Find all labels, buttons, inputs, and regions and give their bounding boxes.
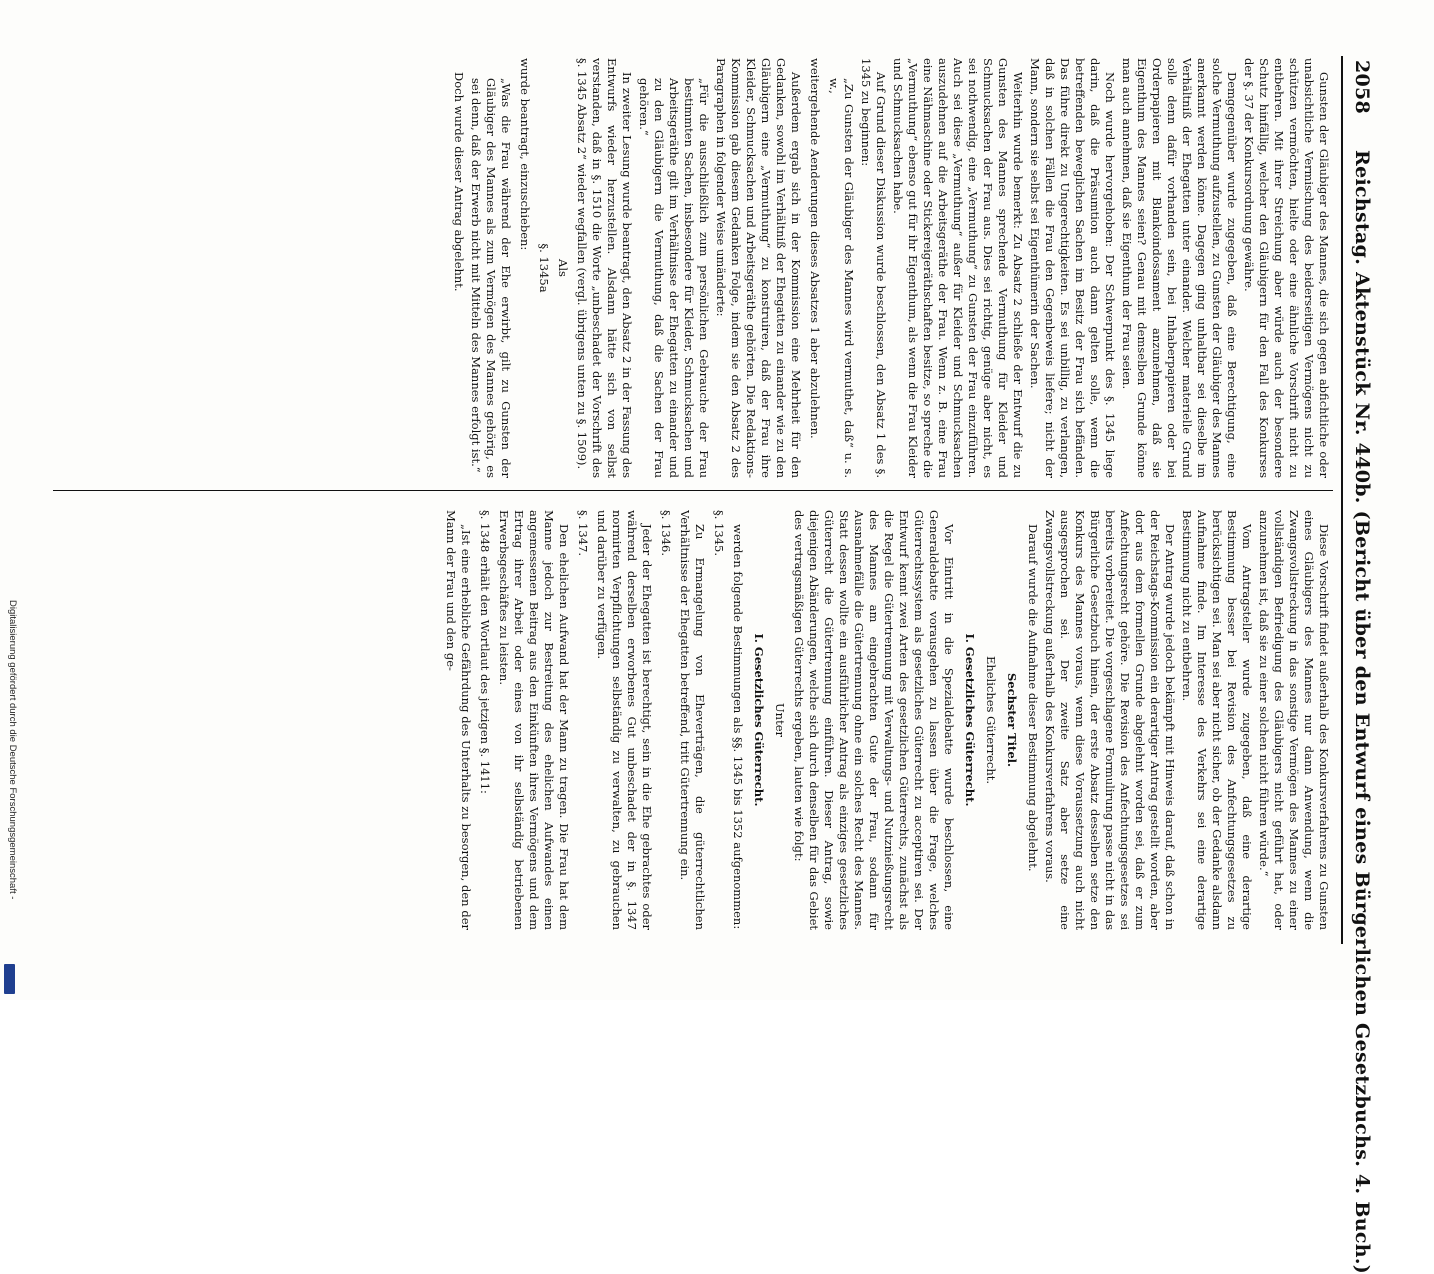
paragraph: „Ist eine erhebliche Gefährdung des Unterhalts zu besorgen, den der Mann der Frau und den ge- (444, 510, 473, 930)
paragraph: Weiterhin wurde bemerkt: Zu Absatz 2 schließe der Entwurf die zu Gunsten des Mannes sprechende Vermuthung für Kleider und Schmucksachen der Frau aus. Dies sei richtig, genüge aber nicht, es sei nothwendig, eine „Vermuthung“ zu Gunsten der Frau einzuführen. Auch sei diese „Vermuthung“ außer für Kleider und Schmucksachen auszudehnen auf die Arbeitsgeräthe der Frau. Wenn z. B. eine Frau eine Nähmaschine oder Stickereigeräthschaften besitze, so spreche die „Vermuthung“ ebenso gut für ihr Eigenthum, als wenn die Frau Kleider und Schmucksachen habe. (891, 58, 1025, 478)
digitization-credit (2, 600, 18, 1000)
credit-text: Digitalisierung gefördert durch die Deutsche Forschungsgemeinschaft - (7, 600, 18, 900)
paragraph: weitergehende Aenderungen dieses Absatzes 1 aber abzulehnen. (808, 58, 822, 439)
paragraph: Noch wurde hervorgehoben: Der Schwerpunkt des §. 1345 liege darin, daß die Präsumtion auch dann gelten solle, wenn die betreffenden beweglichen Sachen im Besitz der Frau sich befänden. Das führe direkt zu Ungerechtigkeiten. Es sei unbillig, zu verlangen, daß in solchen Fällen die Frau den Gegenbeweis liefere; nicht der Mann, sondern sie selbst sei Eigenthümerin der Sachen. (1028, 58, 1117, 478)
paragraph: Auf Grund dieser Diskussion wurde beschlossen, den Absatz 1 des §. 1345 zu beginnen: (859, 58, 888, 478)
header-rule (1341, 56, 1343, 944)
section-heading: Sechster Titel. (1005, 672, 1019, 768)
paragraph: Vom Antragsteller wurde zugegeben, daß eine derartige Bestimmung besser bei Revision des Anfechtungsgesetzes zu berücksichtigen sei. Man sei aber nicht sicher, ob der Gedanke alsdann Aufnahme finde. Im Interesse des Verkehrs sei eine derartige Bestimmung nicht zu entbehren. (1180, 510, 1254, 930)
header-title: Reichstag. Aktenstück Nr. 440b. (Bericht über den Entwurf eines Bürgerlichen Gesetzbuchs. 4. Buch.) (1351, 150, 1373, 1274)
paragraph: Zu Ermangelung von Eheverträgen, die güterrechtlichen Verhältnisse der Ehegatten betreffend, tritt Gütertrennung ein. (678, 510, 707, 930)
left-column (61, 58, 1331, 478)
paragraph: wurde beantragt, einzuschieben: (518, 58, 532, 251)
quote: „Was die Frau während der Ehe erwirbt, gilt zu Gunsten der Gläubiger des Mannes als zum Vermögen des Mannes gehörig, es sei denn, daß der Erwerb nicht mit Mitteln des Mannes erfolgt ist.“ (469, 78, 513, 478)
section-subheading: Eheliches Güterrecht. (984, 655, 998, 785)
paragraph: Als (556, 259, 570, 277)
section-number: §. 1346. (659, 510, 673, 556)
section-number: §. 1345. (712, 510, 726, 556)
paragraph: Vor Eintritt in die Spezialdebatte wurde beschlossen, eine Generaldebatte vorausgehen zu lassen über die Frage, welches Güterrechtssystem als gesetzliches Güterrecht zu acceptiren sei. Der Entwurf kennt zwei Arten des gesetzlichen Güterrechts, zunächst als die Regel die Gütertrennung mit Verwaltungs- und Nutznießungsrecht des Mannes am eingebrachten Gute der Frau, sodann für Ausnahmefälle die Gütertrennung ohne ein solches Recht des Mannes. Statt dessen wollte ein ausführlicher Antrag als einziges gesetzliches Güterrecht die Gütertrennung einführen. Dieser Antrag, sowie diejenigen Abänderungen, welche sich durch denselben für das Gebiet des vertragsmäßigen Güterrechts ergeben, lauten wie folgt: (792, 510, 956, 930)
quote: „Zu Gunsten der Gläubiger des Mannes wird vermuthet, daß“ u. s. w., (827, 78, 856, 478)
paragraph: Darauf wurde die Aufnahme dieser Bestimmung abgelehnt. (1026, 524, 1040, 872)
quote: „Für die ausschließlich zum persönlichen Gebrauche der Frau bestimmten Sachen, insbesondere für Kleider, Schmucksachen und Arbeitsgeräthe gilt im Verhältnisse der Ehegatten zu einander und zu den Gläubigern die Vermuthung, daß die Sachen der Frau gehören.“ (637, 78, 711, 478)
paragraph: Jeder der Ehegatten ist berechtigt, sein in die Ehe gebrachtes oder während derselben erworbenes Gut unbeschadet der in §. 1347 normirten Verpflichtungen selbständig zu verwalten, zu gebrauchen und darüber zu verfügen. (595, 510, 654, 930)
dfg-logo (4, 964, 15, 994)
paragraph: werden folgende Bestimmungen als §§. 1345 bis 1352 aufgenommen: (731, 524, 745, 930)
paragraph: Außerdem ergab sich in der Kommission eine Mehrheit für den Gedanken, sowohl im Verhältniß der Ehegatten zu einander wie zu den Gläubigern eine „Vermuthung“ zu konstruiren, daß der Frau ihre Kleider, Schmucksachen und Arbeitsgeräthe gehörten. Die Redaktions-Kommission gab diesem Gedanken Folge, indem sie den Absatz 2 des Paragraphen in folgender Weise umänderte: (714, 58, 803, 478)
paragraph: Der Antrag wurde jedoch bekämpft mit Hinweis darauf, daß schon in der Reichstags-Kommission ein derartiger Antrag gestellt worden, aber dort aus dem formellen Grunde abgelehnt worden sei, daß er zum Anfechtungsrecht gehöre. Die Revision des Anfechtungsgesetzes sei bereits vorbereitet. Die vorgeschlagene Formulirung passe nicht in das Bürgerliche Gesetzbuch hinein, der erste Absatz desselben setze den Konkurs des Mannes voraus, wenn diese Voraussetzung auch nicht ausgesprochen sei. Der zweite Satz aber setze eine Zwangsvollstreckung außerhalb des Konkursverfahrens voraus. (1043, 510, 1177, 930)
section-number: §. 1345a (537, 243, 551, 293)
running-header (1343, 60, 1373, 1274)
column-divider (53, 490, 1333, 491)
paragraph: Gunsten der Gläubiger des Mannes, die sich gegen abfichtliche oder unabsichtliche Vermischung des beiderseitigen Vermögens nicht zu schützen vermöchten, hielte oder eine ähnliche Vorschrift nicht zu entbehren. Mit ihrer Streichung aber würde auch der besondere Schutz hinfällig, welcher den Gläubigern für den Fall des Konkurses der §. 37 der Konkursordnung gewähre. (1242, 58, 1331, 478)
paragraph: §. 1348 erhält den Wortlaut des jetzigen §. 1411: (478, 510, 492, 794)
section-heading: I. Gesetzliches Güterrecht. (963, 633, 977, 807)
page-number: 2058 (1351, 60, 1373, 115)
section-number: §. 1347. (576, 510, 590, 556)
paragraph: Unter (773, 702, 787, 738)
paragraph: Demgegenüber wurde zugegeben, daß eine Berechtigung, eine solche Vermuthung aufzustellen, zu Gunsten der Gläubiger des Mannes anerkannt werden könne. Dagegen ging unhaltbar sei dieselbe im Verhältniß der Ehegatten unter einander. Welcher materielle Grund solle denn dafür vorhanden sein, bei Inhaberpapieren oder bei Orderpapieren mit Blankoindossament anzunehmen, daß sie Eigenthum des Mannes seien? Genau mit demselben Grunde könne man auch annehmen, daß sie Eigenthum der Frau seien. (1120, 58, 1239, 478)
right-column (61, 510, 1331, 930)
paragraph: Doch wurde dieser Antrag abgelehnt. (452, 72, 466, 292)
paragraph: Den ehelichen Aufwand hat der Mann zu tragen. Die Frau hat dem Manne jedoch zur Bestreitung des ehelichen Aufwandes einen angemessenen Beitrag aus den Einkünften ihres Vermögens und dem Ertrag ihrer Arbeit oder eines von ihr selbständig betriebenen Erwerbsgeschäftes zu leisten. (497, 510, 571, 930)
paragraph: Diese Vorschrift findet außerhalb des Konkursverfahrens zu Gunsten eines Gläubigers des Mannes nur dann Anwendung, wenn die Zwangsvollstreckung in das sonstige Vermögen des Mannes zu einer vollständigen Befriedigung des Gläubigers nicht geführt hat, oder anzunehmen ist, daß sie zu einer solchen nicht führen würde.“ (1257, 510, 1331, 930)
paragraph: In zweiter Lesung wurde beantragt, den Absatz 2 in der Fassung des Entwurfs wieder herzustellen. Alsdann hätte sich von selbst verstanden, daß in §. 1510 die Worte „unbeschadet der Vorschrift des §. 1345 Absatz 2“ wieder wegfallen (vergl. übrigens unten zu §. 1509). (575, 58, 634, 478)
section-heading: I. Gesetzliches Güterrecht. (752, 633, 766, 807)
